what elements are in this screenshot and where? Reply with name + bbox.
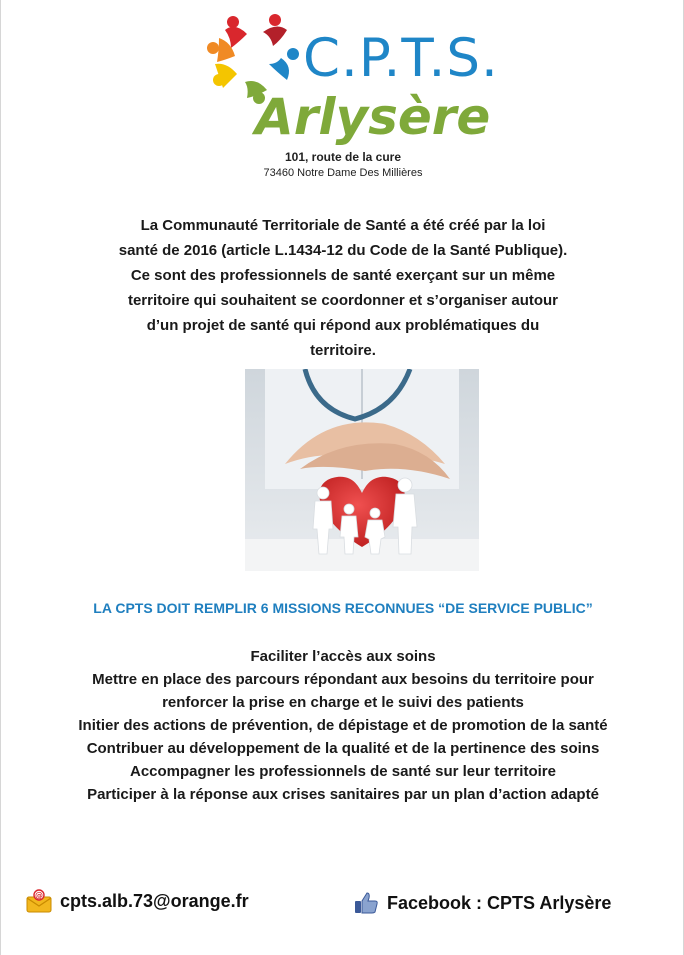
logo-cpts-text: C.P.T.S. [303, 28, 499, 89]
intro-line: d’un projet de santé qui répond aux problématiques du [146, 317, 540, 334]
email-envelope-icon [26, 889, 52, 913]
facebook-page-link[interactable]: Facebook : CPTS Arlysère [387, 892, 612, 913]
intro-line: Ce sont des professionnels de santé exerçant sur un même [130, 267, 556, 284]
intro-line: territoire qui souhaitent se coordonner et s’organiser autour [127, 292, 559, 309]
hands-heart-family-photo [245, 369, 479, 571]
thumbs-up-icon [353, 891, 379, 915]
mission-item: renforcer la prise en charge et le suivi des patients [162, 694, 524, 711]
intro-line: territoire. [310, 342, 376, 359]
address-city: 73460 Notre Dame Des Millières [263, 167, 423, 179]
mission-item: Faciliter l’accès aux soins [250, 648, 436, 665]
intro-paragraph [61, 213, 625, 363]
mission-item: Initier des actions de prévention, de dépistage et de promotion de la santé [78, 717, 608, 734]
missions-title: LA CPTS DOIT REMPLIR 6 MISSIONS RECONNUES “DE SERVICE PUBLIC” [93, 600, 593, 616]
missions-list [1, 645, 684, 806]
contact-facebook[interactable] [353, 889, 611, 917]
mission-item: Accompagner les professionnels de santé sur leur territoire [130, 763, 556, 780]
mission-item: Mettre en place des parcours répondant aux besoins du territoire pour [92, 671, 594, 688]
cpts-logo [205, 8, 499, 148]
mission-item: Participer à la réponse aux crises sanitaires par un plan d’action adapté [87, 786, 599, 803]
svg-text:@: @ [35, 891, 43, 900]
address-street: 101, route de la cure [284, 150, 402, 164]
intro-line: La Communauté Territoriale de Santé a été créé par la loi [140, 217, 546, 234]
mission-item: Contribuer au développement de la qualité et de la pertinence des soins [86, 740, 600, 757]
logo-arlysere-text: Arlysère [255, 88, 491, 146]
intro-line: santé de 2016 (article L.1434-12 du Code de la Santé Publique). [118, 242, 568, 259]
email-address-link[interactable]: cpts.alb.73@orange.fr [60, 890, 249, 911]
contact-email[interactable] [26, 887, 249, 915]
